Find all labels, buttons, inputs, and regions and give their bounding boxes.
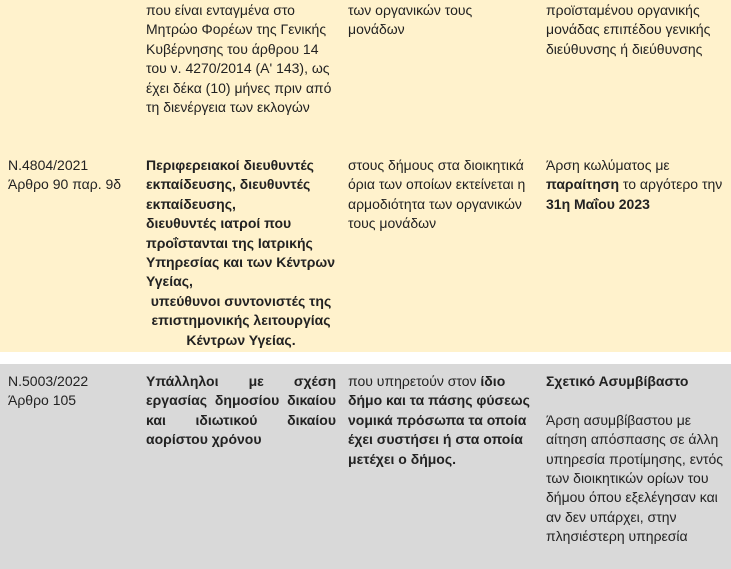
action-5003 bbox=[546, 372, 728, 547]
law-article: Άρθρο 105 bbox=[8, 392, 77, 409]
action-4804: Άρση κωλύματος με παραίτηση το αργότερο την 31η Μαΐου 2023 bbox=[546, 157, 723, 212]
status-label: Σχετικό Ασυμβίβαστο bbox=[546, 373, 689, 389]
law-article: Άρθρο 90 παρ. 9δ bbox=[8, 176, 122, 193]
subjects-4804 bbox=[146, 156, 336, 350]
law-number: N.4804/2021 bbox=[8, 157, 89, 173]
area-5003: που υπηρετούν στον ίδιο δήμο και τα πάσης φύσεως νομικά πρόσωπα τα οποία έχει συστήσει ή στα οποία μετέχει ο δήμος. bbox=[348, 373, 530, 467]
top-row-area: των οργανικών τους μονάδων bbox=[348, 2, 473, 38]
top-row-scope: που είναι ενταγμένα στο Μητρώο Φορέων της Γενικής Κυβέρνησης του άρθρου 14 του ν. 4270/2014 (Α' 143), ως έχει δέκα (10) μήνες πριν από τη διενέργεια των εκλογών bbox=[146, 2, 332, 116]
law-number: N.5003/2022 bbox=[8, 373, 89, 389]
law-reference-5003 bbox=[8, 372, 132, 411]
top-row-position: προϊσταμένου οργανικής μονάδας επιπέδου γενικής διεύθυνσης ή διεύθυνσης bbox=[546, 2, 711, 57]
law-reference-4804 bbox=[8, 156, 132, 195]
subject-medical-directors: διευθυντές ιατροί που προΐστανται της Ιατρικής Υπηρεσίας και των Κέντρων Υγείας, bbox=[146, 215, 335, 290]
subject-5003: Υπάλληλοι με σχέση εργασίας δημοσίου δικαίου και ιδιωτικού δικαίου αορίστου χρόνου bbox=[146, 373, 336, 448]
table-section-gray bbox=[0, 364, 731, 569]
subject-coordinators: υπεύθυνοι συντονιστές της επιστημονικής λειτουργίας Κέντρων Υγείας. bbox=[150, 292, 332, 348]
subject-education-directors: Περιφερειακοί διευθυντές εκπαίδευσης, διευθυντές εκπαίδευσης, bbox=[146, 157, 314, 212]
action-text: Άρση ασυμβίβαστου με αίτηση απόσπασης σε άλλη υπηρεσία προτίμησης, εντός των διοικητικών ορίων του δήμου όπου εξελέγησαν και αν δεν υπάρχει, στην πλησιέστερη υπηρεσία bbox=[546, 411, 724, 545]
area-4804: στους δήμους στα διοικητικά όρια των οποίων εκτείνεται η αρμοδιότητα των οργανικών τους μονάδων bbox=[348, 157, 526, 232]
